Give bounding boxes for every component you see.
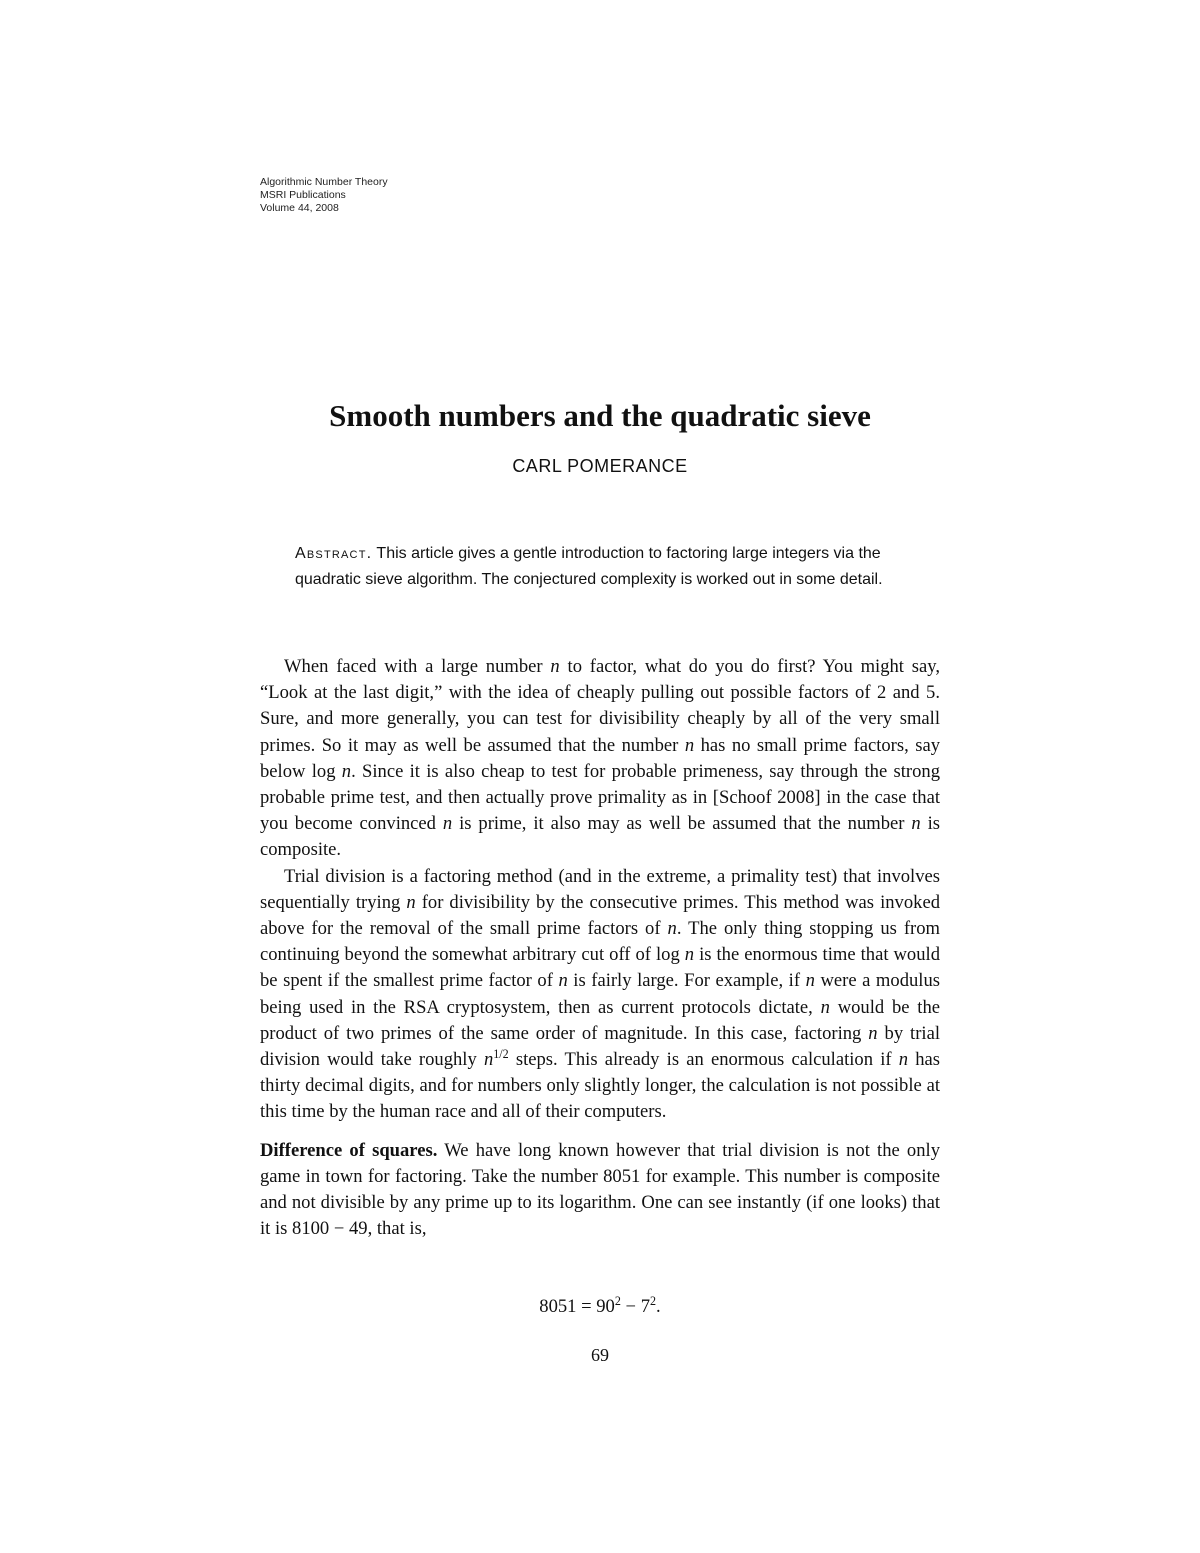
paragraph-3: Difference of squares. We have long known however that trial division is not the only game in town for factoring. Take the number 8051 for example. This number is composite and not divisible by any prime up to its logarithm. One can see instantly (if one looks) that it is 8100 − 49, that is, xyxy=(260,1139,940,1240)
body-text xyxy=(260,654,940,1242)
abstract xyxy=(295,541,910,593)
header-publisher: MSRI Publications xyxy=(260,189,346,201)
header-volume: Volume 44, 2008 xyxy=(260,202,339,214)
journal-header xyxy=(260,176,388,215)
section-heading: Difference of squares. xyxy=(260,1139,438,1161)
page-number: 69 xyxy=(591,1345,609,1365)
paragraph-1: When faced with a large number n to factor, what do you do first? You might say, “Look at the last digit,” with the idea of cheaply pulling out possible factors of 2 and 5. Sure, and more generally, you can test for divisibility cheaply by all of the very small primes. So it may as well be assumed that the number n has no small prime factors, say below log n. Since it is also cheap to test for probable primeness, say through the strong probable prime test, and then actually prove primality as in [Schoof 2008] in the case that you become convinced n is prime, it also may as well be assumed that the number n is composite. xyxy=(260,656,941,861)
paragraph-2: Trial division is a factoring method (and in the extreme, a primality test) that involves sequentially trying n for divisibility by the consecutive primes. This method was invoked above for the removal of the small prime factors of n. The only thing stopping us from continuing beyond the somewhat arbitrary cut off of log n is the enormous time that would be spent if the smallest prime factor of n is fairly large. For example, if n were a modulus being used in the RSA cryptosystem, then as current protocols dictate, n would be the product of two primes of the same order of magnitude. In this case, factoring n by trial division would take roughly $n^{1/2}$ steps. This already is an enormous calculation if n has thirty decimal digits, and for numbers only slightly longer, the calculation is not possible at this time by the human race and all of their computers. xyxy=(260,865,941,1123)
paper-title: Smooth numbers and the quadratic sieve xyxy=(329,398,871,433)
header-journal-title: Algorithmic Number Theory xyxy=(260,176,388,188)
abstract-text: This article gives a gentle introduction to factoring large integers via the quadratic sieve algorithm. The conjectured complexity is worked out in some detail. xyxy=(295,545,883,588)
author-name: CARL POMERANCE xyxy=(512,456,688,476)
abstract-label: Abstract. xyxy=(295,545,373,562)
equation: $8051 = 90^2 - 7^2$. xyxy=(539,1293,661,1317)
